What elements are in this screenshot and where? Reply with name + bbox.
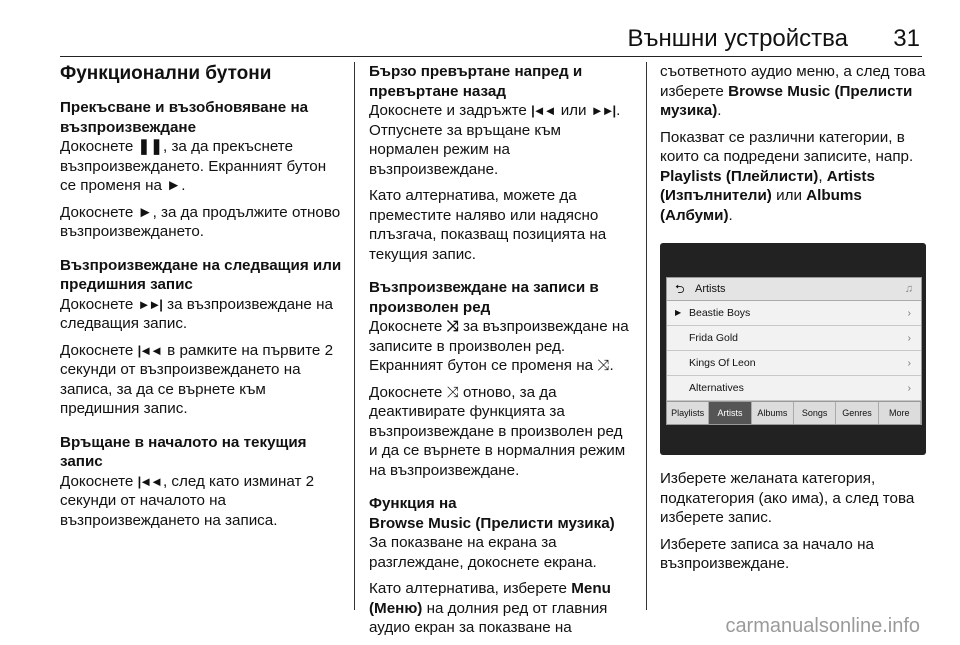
shuffle-icon: ⤨ xyxy=(597,357,610,374)
paragraph: За показване на екрана за разглеждане, докоснете екрана. xyxy=(369,534,597,571)
previous-track-icon: |◄◄ xyxy=(137,473,161,489)
chevron-right-icon: › xyxy=(907,382,911,394)
browse-screen xyxy=(666,277,922,425)
column-divider xyxy=(646,62,647,610)
paragraph: Докоснете ►, за да продължите отново възпроизвеждането. xyxy=(60,203,341,240)
paragraph: Показват се различни категории, в които са подредени записите, напр. Playlists (Плейлисти), Artists (Изпълнители) или Albums (Албуми). xyxy=(660,128,914,224)
play-icon: ▶ xyxy=(675,308,682,317)
chapter-title: Външни устройства xyxy=(627,25,848,52)
paragraph: съответното аудио меню, а след това изберете Browse Music (Прелисти музика). xyxy=(660,63,926,119)
paragraph: Докоснете и задръжте |◄◄ или ►►| . Отпуснете за връщане към нормален режим на възпроизвеждане. xyxy=(369,102,621,178)
tab-albums[interactable]: Albums xyxy=(752,402,794,424)
tab-artists[interactable]: Artists xyxy=(709,402,751,424)
subsection-title: Връщане в началото на текущия запис xyxy=(60,433,307,470)
previous-track-icon: |◄◄ xyxy=(137,342,161,358)
screen-title: Artists xyxy=(695,283,726,295)
chevron-right-icon: › xyxy=(907,357,911,369)
list-item[interactable]: Frida Gold › xyxy=(667,326,921,351)
paragraph: Като алтернатива, изберете Menu (Меню) на долния ред от главния аудио екран за показване на xyxy=(369,580,611,636)
page-number: 31 xyxy=(893,25,920,52)
screen-header xyxy=(667,278,921,301)
tab-genres[interactable]: Genres xyxy=(836,402,878,424)
chevron-right-icon: › xyxy=(907,332,911,344)
paragraph: Докоснете |◄◄ в рамките на първите 2 секунди от възпроизвеждането на записа, за да се върнете към предишния запис. xyxy=(60,341,334,417)
column-2 xyxy=(369,62,635,645)
subsection-title: Бързо превъртане напред и превъртане назад xyxy=(369,63,583,100)
shuffle-icon: ⤨ xyxy=(446,383,459,401)
page-header xyxy=(0,0,960,60)
music-note-icon: ♫ xyxy=(904,283,913,295)
paragraph: Докоснете ⤨ отново, за да деактивирате функцията за възпроизвеждане в произволен ред и да се върнете в нормалния режим на възпроизвеждане. xyxy=(369,383,626,479)
column-divider xyxy=(354,62,355,610)
pause-icon: ❚❚ xyxy=(137,138,164,155)
subsection-title: Възпроизвеждане на следващия или предишния запис xyxy=(60,256,342,293)
tab-songs[interactable]: Songs xyxy=(794,402,836,424)
list-item[interactable]: ▶ Beastie Boys › xyxy=(667,301,921,326)
next-track-icon: ►►| xyxy=(137,296,161,312)
previous-track-icon: |◄◄ xyxy=(531,103,555,118)
subsection-title: Прекъсване и възобновяване на възпроизвеждане xyxy=(60,99,309,136)
list-item[interactable]: Kings Of Leon › xyxy=(667,351,921,376)
subsection-title: Функция на Browse Music (Прелисти музика) xyxy=(369,495,615,532)
paragraph: Докоснете |◄◄ , след като изминат 2 секунди от началото на възпроизвеждането на записа. xyxy=(60,472,315,529)
next-track-icon: ►►| xyxy=(590,103,615,118)
paragraph: Като алтернатива, можете да преместите наляво или надясно плъзгача, показващ позицията на текущия запис. xyxy=(369,187,607,263)
play-icon: ► xyxy=(137,203,153,221)
shuffle-icon: ⤨ xyxy=(446,318,459,335)
chevron-right-icon: › xyxy=(907,307,911,319)
header-divider xyxy=(60,56,922,57)
play-icon: ► xyxy=(166,177,182,194)
paragraph: Докоснете ❚❚, за да прекъснете възпроизвеждането. Екранният бутон се променя на ►. xyxy=(60,138,327,194)
paragraph: Изберете желаната категория, подкатегория (ако има), а след това изберете запис. xyxy=(660,470,915,526)
column-3 xyxy=(660,62,928,581)
infotainment-screenshot xyxy=(660,243,926,455)
column-1 xyxy=(60,62,345,537)
paragraph: Изберете записа за начало на възпроизвеждане. xyxy=(660,535,874,572)
section-heading: Функционални бутони xyxy=(60,63,272,84)
category-tabs xyxy=(667,401,921,424)
paragraph: Докоснете ►►| за възпроизвеждане на следващия запис. xyxy=(60,295,333,332)
subsection-title: Възпроизвеждане на записи в произволен ред xyxy=(369,279,599,316)
tab-playlists[interactable]: Playlists xyxy=(667,402,709,424)
list-item[interactable]: Alternatives › xyxy=(667,376,921,401)
watermark: carmanualsonline.info xyxy=(725,615,920,637)
paragraph: Докоснете ⤨ за възпроизвеждане на записите в произволен ред. Екранният бутон се променя на ⤨. xyxy=(369,318,629,374)
tab-more[interactable]: More xyxy=(879,402,921,424)
back-icon[interactable]: ⮌ xyxy=(675,282,685,296)
